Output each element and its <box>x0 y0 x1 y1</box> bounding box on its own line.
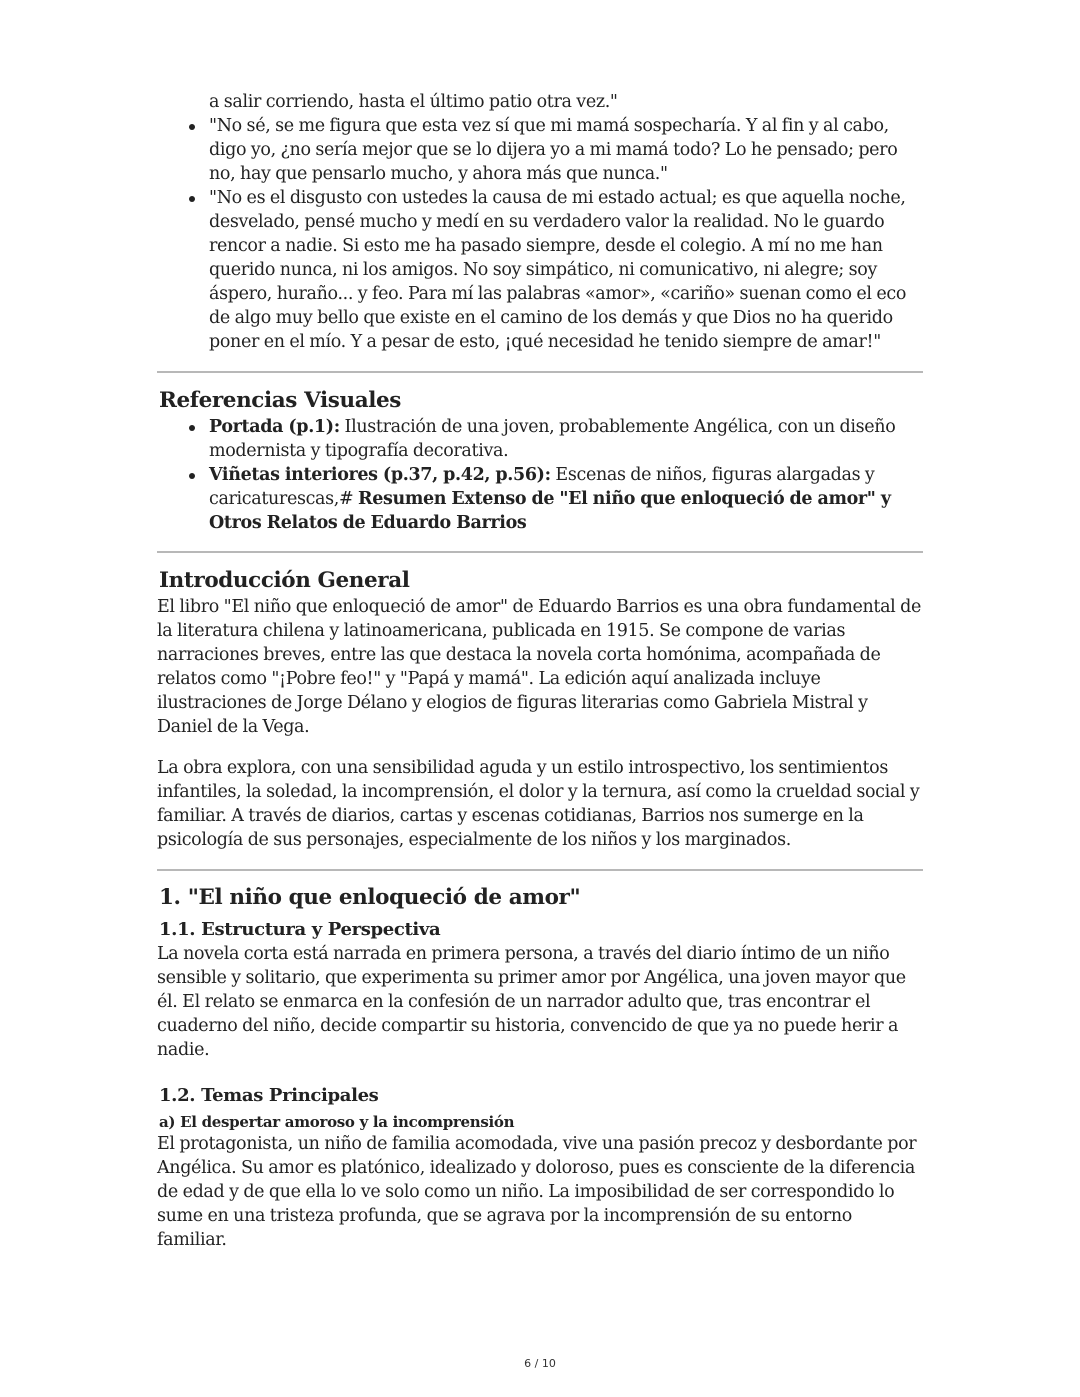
document-title-inline: Resumen Extenso de "El niño que enloqueció de amor" y Otros Relatos de Eduardo Barrios <box>209 489 891 533</box>
quote-text: "No sé, se me figura que esta vez sí que mi mamá sospecharía. Y al fin y al cabo, digo yo, ¿no sería mejor que se lo dijera yo a mi mamá todo? Lo he pensado; pero no, hay que pensarlo mucho, y ahora más que nunca." <box>209 116 898 184</box>
section-heading-1: 1. "El niño que enloqueció de amor" <box>159 885 581 910</box>
reference-text: Escenas de niños, figuras alargadas y caricaturescas,# <box>209 465 875 509</box>
quote-tail-text: a salir corriendo, hasta el último patio otra vez." <box>209 92 618 112</box>
quotes-list <box>157 114 923 354</box>
reference-label: Portada (p.1): <box>209 417 340 437</box>
theme-heading-a: a) El despertar amoroso y la incomprensión <box>159 1113 515 1131</box>
bullet-icon <box>189 425 195 431</box>
bullet-icon <box>189 124 195 130</box>
visual-references-list <box>157 415 923 535</box>
section-heading-visual-references: Referencias Visuales <box>159 388 401 413</box>
intro-paragraph: La obra explora, con una sensibilidad aguda y un estilo introspectivo, los sentimientos infantiles, la soledad, la incomprensión, el dolor y la ternura, así como la crueldad social y familiar. A través de diarios, cartas y escenas cotidianas, Barrios nos sumerge en la psicología de sus personajes, especialmente de los niños y los marginados. <box>157 758 920 850</box>
list-item <box>209 415 923 463</box>
bullet-icon <box>189 196 195 202</box>
quote-continuation <box>157 90 923 114</box>
subsection-heading-1-1: 1.1. Estructura y Perspectiva <box>159 919 441 940</box>
bullet-icon <box>189 473 195 479</box>
structure-paragraph: La novela corta está narrada en primera persona, a través del diario íntimo de un niño sensible y solitario, que experimenta su primer amor por Angélica, una joven mayor que él. El relato se enmarca en la confesión de un narrador adulto que, tras encontrar el cuaderno del niño, decide compartir su historia, convencido de que ya no puede herir a nadie. <box>157 944 906 1060</box>
section-heading-introduction: Introducción General <box>159 568 410 593</box>
theme-a-paragraph: El protagonista, un niño de familia acomodada, vive una pasión precoz y desbordante por Angélica. Su amor es platónico, idealizado y doloroso, pues es consciente de la diferencia de edad y de que ella lo ve solo como un niño. La imposibilidad de ser correspondido lo sume en una tristeza profunda, que se agrava por la incomprensión de su entorno familiar. <box>157 1134 917 1250</box>
section-divider <box>157 371 923 373</box>
list-item <box>209 114 923 186</box>
page-number: 6 / 10 <box>524 1357 556 1370</box>
reference-label: Viñetas interiores (p.37, p.42, p.56): <box>209 465 551 485</box>
document-page <box>157 90 923 1252</box>
reference-text: Ilustración de una joven, probablemente Angélica, con un diseño modernista y tipografía decorativa. <box>209 417 896 461</box>
list-item <box>209 186 923 354</box>
section-divider <box>157 551 923 553</box>
quote-text: "No es el disgusto con ustedes la causa de mi estado actual; es que aquella noche, desvelado, pensé mucho y medí en su verdadero valor la realidad. No le guardo rencor a nadie. Si esto me ha pasado siempre, desde el colegio. A mí no me han querido nunca, ni los amigos. No soy simpático, ni comunicativo, ni alegre; soy áspero, huraño... y feo. Para mí las palabras «amor», «cariño» suenan como el eco de algo muy bello que existe en el camino de los demás y que Dios no ha querido poner en el mío. Y a pesar de esto, ¡qué necesidad he tenido siempre de amar!" <box>209 188 907 352</box>
list-item <box>209 463 923 535</box>
subsection-heading-1-2: 1.2. Temas Principales <box>159 1085 379 1106</box>
intro-paragraph: El libro "El niño que enloqueció de amor" de Eduardo Barrios es una obra fundamental de la literatura chilena y latinoamericana, publicada en 1915. Se compone de varias narraciones breves, entre las que destaca la novela corta homónima, acompañada de relatos como "¡Pobre feo!" y "Papá y mamá". La edición aquí analizada incluye ilustraciones de Jorge Délano y elogios de figuras literarias como Gabriela Mistral y Daniel de la Vega. <box>157 597 921 737</box>
section-divider <box>157 869 923 871</box>
